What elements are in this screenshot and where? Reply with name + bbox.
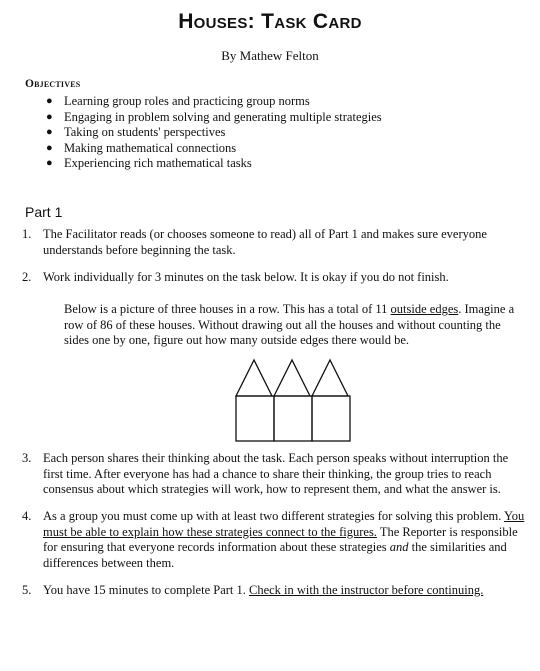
outside-edges-term: outside edges xyxy=(390,302,459,316)
list-item: ● Taking on students' perspectives xyxy=(46,125,226,139)
page-title: Houses: Task Card xyxy=(178,10,362,33)
task-problem: Below is a picture of three houses in a row. This has a total of 11 outside edges. Imagine a row of 86 of these houses. Without drawing out all the houses and without counting the sides one by one, figure out how many outside edges there would be. xyxy=(64,302,515,347)
step-text: The Facilitator reads (or chooses someone to read) all of Part 1 and makes sure everyone understands before beginning the task. xyxy=(43,227,487,257)
bullet-icon: ● xyxy=(46,110,53,123)
house-body-2 xyxy=(274,396,312,441)
objectives-list xyxy=(44,94,382,172)
bullet-icon: ● xyxy=(46,141,53,154)
house-body-3 xyxy=(312,396,350,441)
step-2 xyxy=(22,270,527,286)
list-item: ● Learning group roles and practicing group norms xyxy=(46,94,310,108)
step-text: As a group you must come up with at least two different strategies for solving this problem. You must be able to explain how these strategies connect to the figures. The Reporter is responsible for ensuring that everyone records information about these strategies and the similarities and differences between them. xyxy=(43,509,525,570)
list-item: ● Making mathematical connections xyxy=(46,140,237,155)
step-number: 5. xyxy=(22,583,32,597)
part-1-heading: Part 1 xyxy=(25,204,63,220)
house-roof-2 xyxy=(274,360,310,396)
step-text: You have 15 minutes to complete Part 1. Check in with the instructor before continuing. xyxy=(43,583,484,597)
step-text: Each person shares their thinking about the task. Each person speaks without interruption the first time. After everyone has had a chance to share their thinking, the group tries to reach consensus about which strategies will work, how to represent them, and what the answer is. xyxy=(43,451,509,496)
list-item: ● Experiencing rich mathematical tasks xyxy=(46,156,252,170)
house-roof-3 xyxy=(312,360,348,396)
bullet-icon: ● xyxy=(46,95,53,107)
bullet-icon: ● xyxy=(46,157,53,169)
step-3 xyxy=(22,451,527,498)
step-number: 4. xyxy=(22,509,32,523)
step-number: 3. xyxy=(22,451,32,465)
list-item: ● Engaging in problem solving and generating multiple strategies xyxy=(46,109,382,124)
house-roof-1 xyxy=(236,360,272,396)
step-number: 1. xyxy=(22,227,32,241)
author-byline: By Mathew Felton xyxy=(221,48,319,63)
step-number: 2. xyxy=(22,270,32,284)
bullet-icon: ● xyxy=(46,126,53,138)
objectives-heading: Objectives xyxy=(25,78,81,90)
step-text: Work individually for 3 minutes on the task below. It is okay if you do not finish. xyxy=(43,270,449,284)
three-houses-figure xyxy=(234,358,354,444)
step-5 xyxy=(22,583,527,599)
step-4 xyxy=(22,509,527,571)
step-1 xyxy=(22,227,527,258)
house-body-1 xyxy=(236,396,274,441)
